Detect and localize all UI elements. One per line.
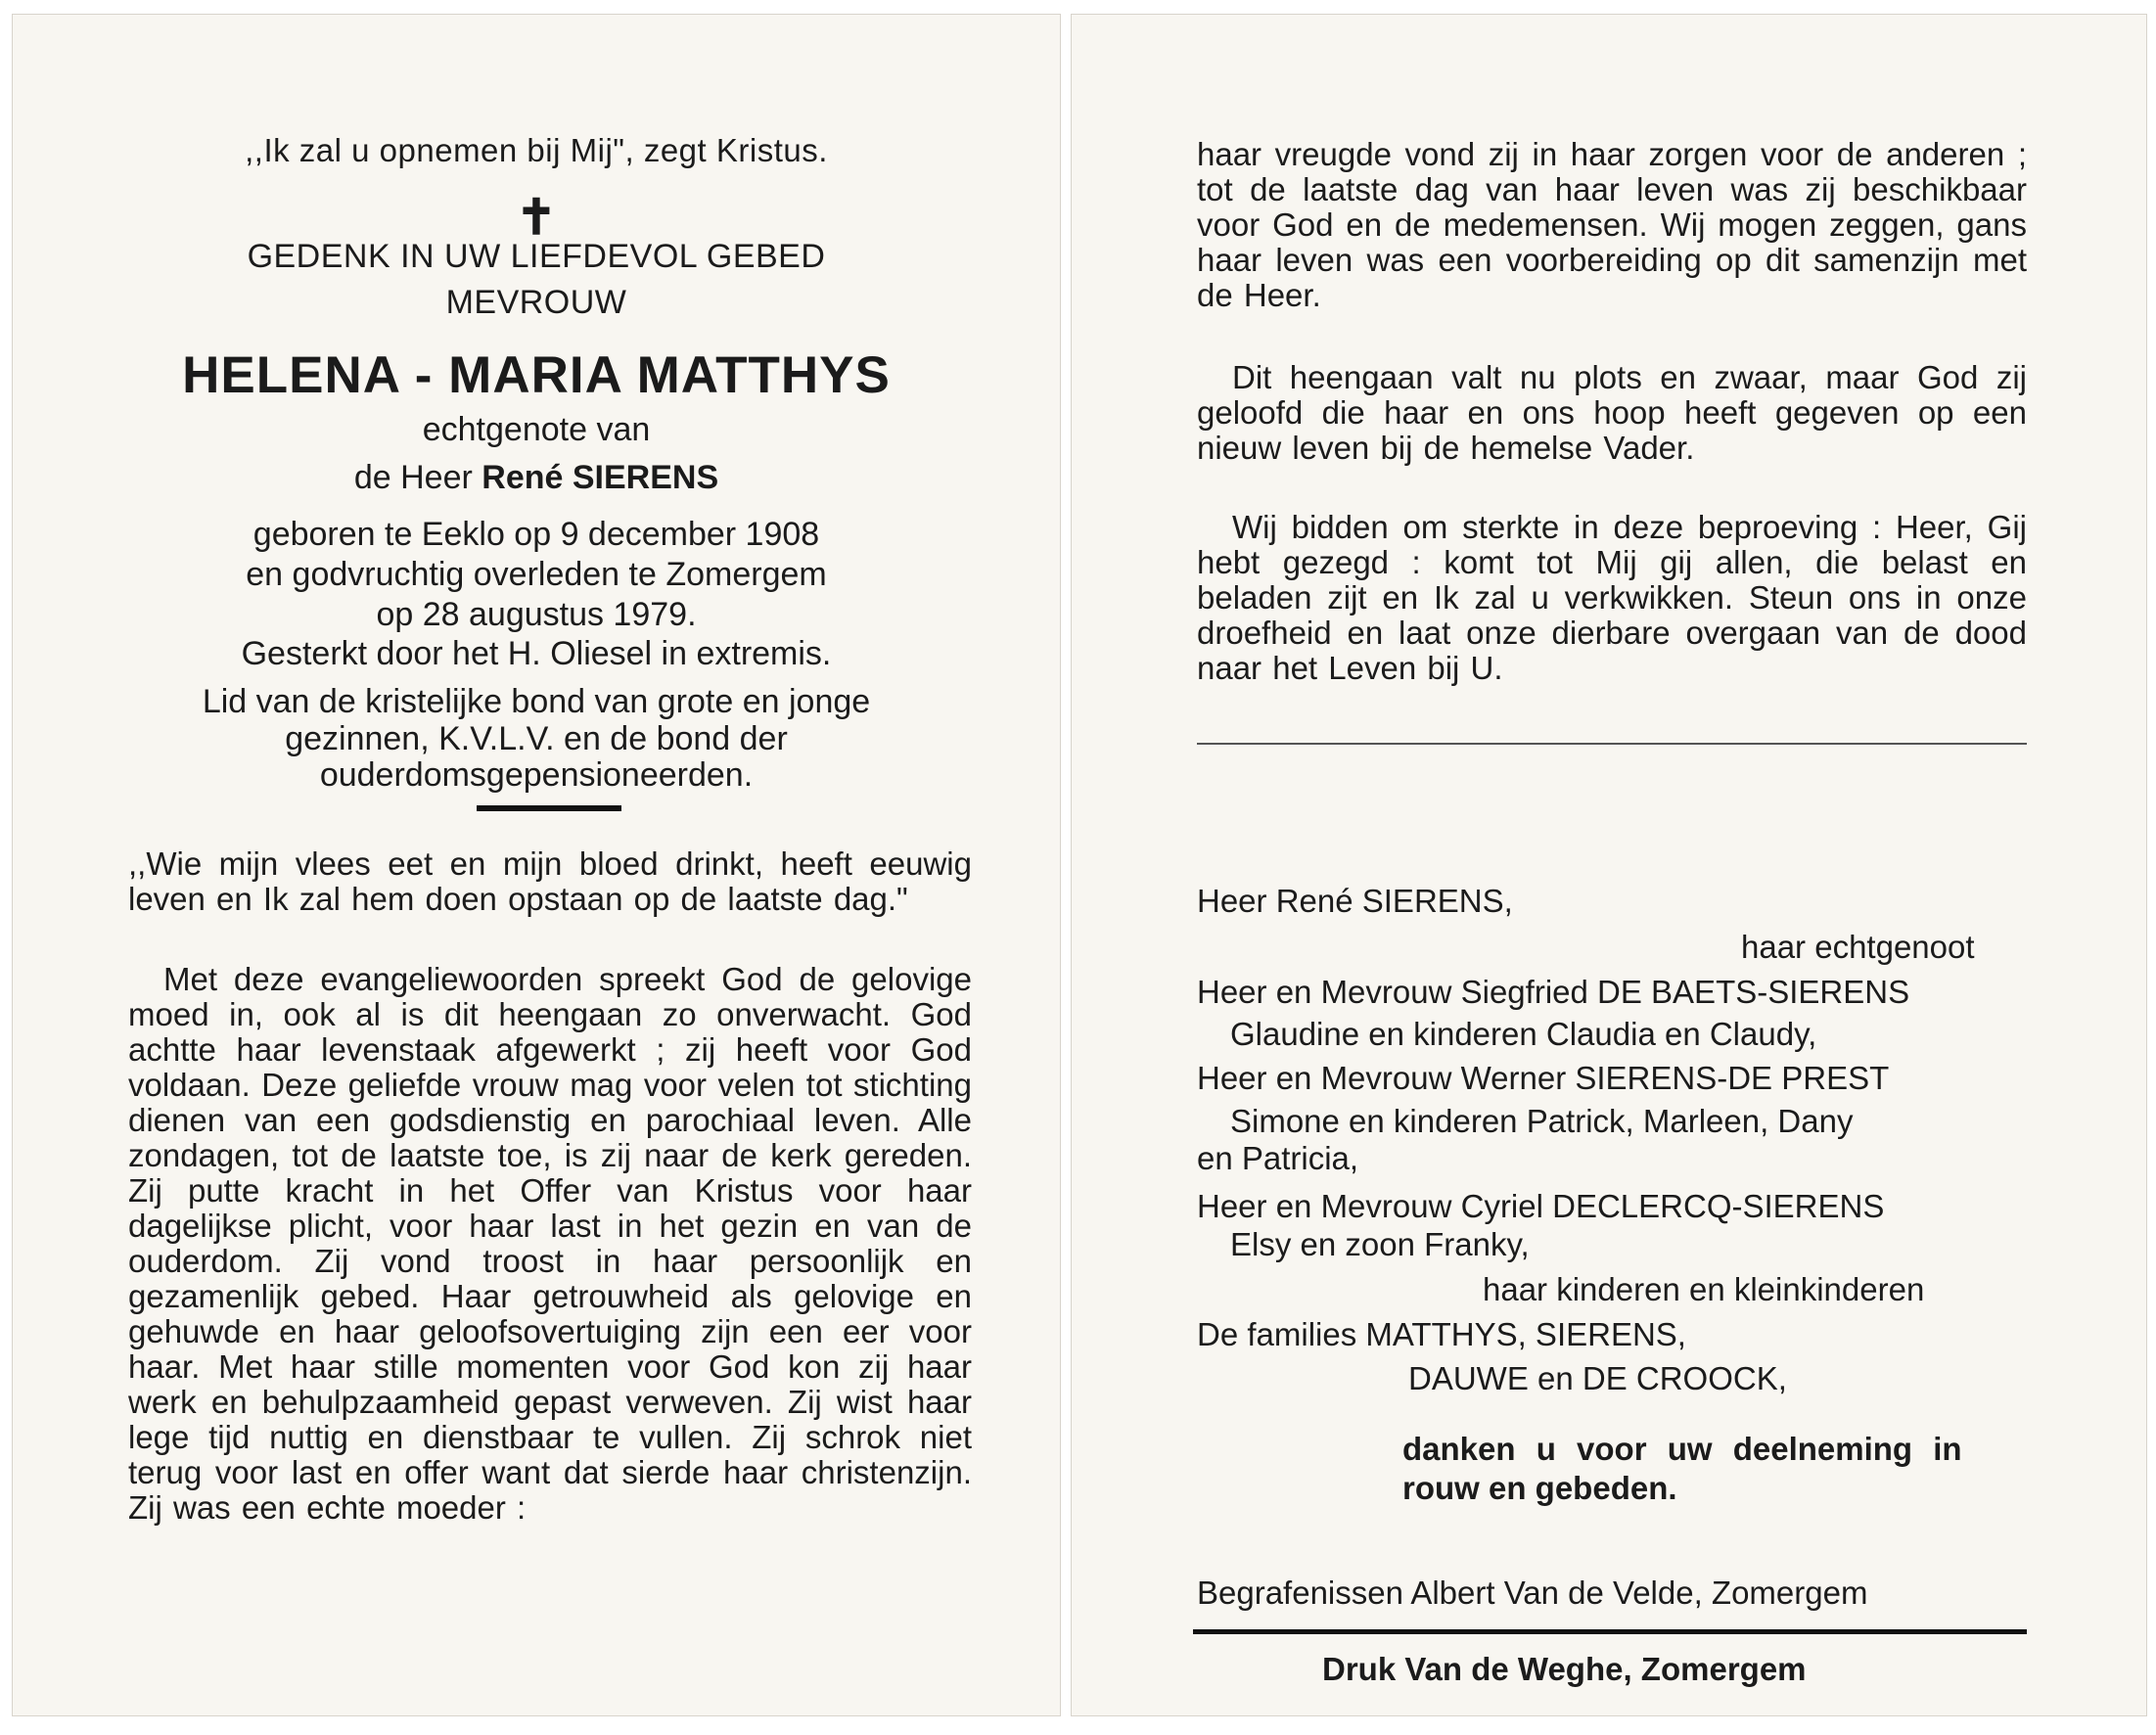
- husband-line: [13, 459, 1060, 497]
- left-panel: [12, 14, 1061, 1716]
- lid-line-3: ouderdomsgepensioneerden.: [319, 756, 754, 794]
- family-line: Elsy en zoon Franky,: [1230, 1226, 1530, 1262]
- oliesel-line: Gesterkt door het H. Oliesel in extremis.: [241, 635, 832, 672]
- family-line: DAUWE en DE CROOCK,: [1408, 1360, 1787, 1396]
- printer-credit: Druk Van de Weghe, Zomergem: [1322, 1651, 1807, 1687]
- family-line: Heer en Mevrouw Siegfried DE BAETS-SIERENS: [1197, 974, 1910, 1010]
- funeral-home: Begrafenissen Albert Van de Velde, Zomergem: [1197, 1575, 1868, 1611]
- family-line: Heer René SIERENS,: [1197, 883, 1513, 919]
- lid-line-1: Lid van de kristelijke bond van grote en jonge: [202, 683, 871, 720]
- family-line: De families MATTHYS, SIERENS,: [1197, 1316, 1686, 1352]
- scripture-quote: ,,Wie mijn vlees eet en mijn bloed drinkt, heeft eeuwig leven en Ik zal hem doen opstaan op de laatste dag.": [128, 845, 972, 917]
- family-line: Glaudine en kinderen Claudia en Claudy,: [1230, 1016, 1817, 1052]
- eulogy-prayer: Wij bidden om sterkte in deze beproeving : Heer, Gij hebt gezegd : komt tot Mij gij allen, die belast en beladen zijt en Ik zal u verkwikken. Steun ons in onze droefheid en laat onze dierbare overgaan van de dood naar het Leven bij U.: [1197, 509, 2027, 686]
- born-line-2: en godvruchtig overleden te Zomergem: [246, 556, 827, 593]
- husband-prefix: de Heer: [353, 459, 473, 496]
- motto: ,,Ik zal u opnemen bij Mij", zegt Kristus.: [245, 132, 828, 168]
- mevrouw-line: MEVROUW: [445, 284, 627, 321]
- eulogy-continued: haar vreugde vond zij in haar zorgen voor de anderen ; tot de laatste dag van haar leven was zij beschikbaar voor God en de medemensen. Wij mogen zeggen, gans haar leven was een voorbereiding op dit samenzijn met de Heer.: [1197, 136, 2027, 313]
- born-line-3: op 28 augustus 1979.: [376, 596, 697, 633]
- eulogy-hope: Dit heengaan valt nu plots en zwaar, maar God zij geloofd die haar en ons hoop heeft gegeven op een nieuw leven bij de hemelse Vader.: [1197, 359, 2027, 466]
- footer-divider: [1193, 1629, 2027, 1634]
- thin-divider: [1197, 743, 2027, 745]
- family-line: Heer en Mevrouw Cyriel DECLERCQ-SIERENS: [1197, 1188, 1885, 1224]
- echtgenote-line: echtgenote van: [422, 411, 651, 448]
- husband-name: René SIERENS: [482, 459, 719, 496]
- family-line: haar kinderen en kleinkinderen: [1483, 1271, 1925, 1307]
- gedenk-line: GEDENK IN UW LIEFDEVOL GEBED: [247, 238, 826, 275]
- cross-icon: ✝: [516, 190, 557, 245]
- born-line-1: geboren te Eeklo op 9 december 1908: [252, 516, 820, 553]
- divider: [477, 805, 621, 811]
- deceased-name: HELENA - MARIA MATTHYS: [182, 346, 891, 404]
- lid-line-2: gezinnen, K.V.L.V. en de bond der: [285, 720, 788, 757]
- right-panel: [1071, 14, 2147, 1716]
- eulogy-text: Met deze evangeliewoorden spreekt God de gelovige moed in, ook al is dit heengaan zo onverwacht. God achtte haar levenstaak afgewerkt ; zij heeft voor God voldaan. Deze geliefde vrouw mag voor velen tot stichting dienen van een godsdienstig en parochiaal leven. Alle zondagen, tot de laatste toe, is zij naar de kerk gereden. Zij putte kracht in het Offer van Kristus voor haar dagelijkse plicht, voor haar last in het gezin en van de ouderdom. Zij vond troost in haar persoonlijk en gezamenlijk gebed. Haar getrouwheid als gelovige en gehuwde en haar geloofsovertuiging zijn een eer voor haar. Met haar stille momenten voor God kon zij haar werk en behulpzaamheid gepast verweven. Zij wist haar lege tijd nuttig en dienstbaar te vullen. Zij schrok niet terug voor last en offer want dat sierde haar christenzijn. Zij was een echte moeder :: [128, 961, 972, 1526]
- thanks-line-1: danken u voor uw deelneming in: [1402, 1431, 1962, 1467]
- family-line: haar echtgenoot: [1741, 929, 1975, 965]
- family-line: Heer en Mevrouw Werner SIERENS-DE PREST: [1197, 1060, 1890, 1096]
- family-line: Simone en kinderen Patrick, Marleen, Dany: [1230, 1103, 1854, 1139]
- thanks-line-2: rouw en gebeden.: [1402, 1470, 1677, 1506]
- family-line: en Patricia,: [1197, 1140, 1359, 1176]
